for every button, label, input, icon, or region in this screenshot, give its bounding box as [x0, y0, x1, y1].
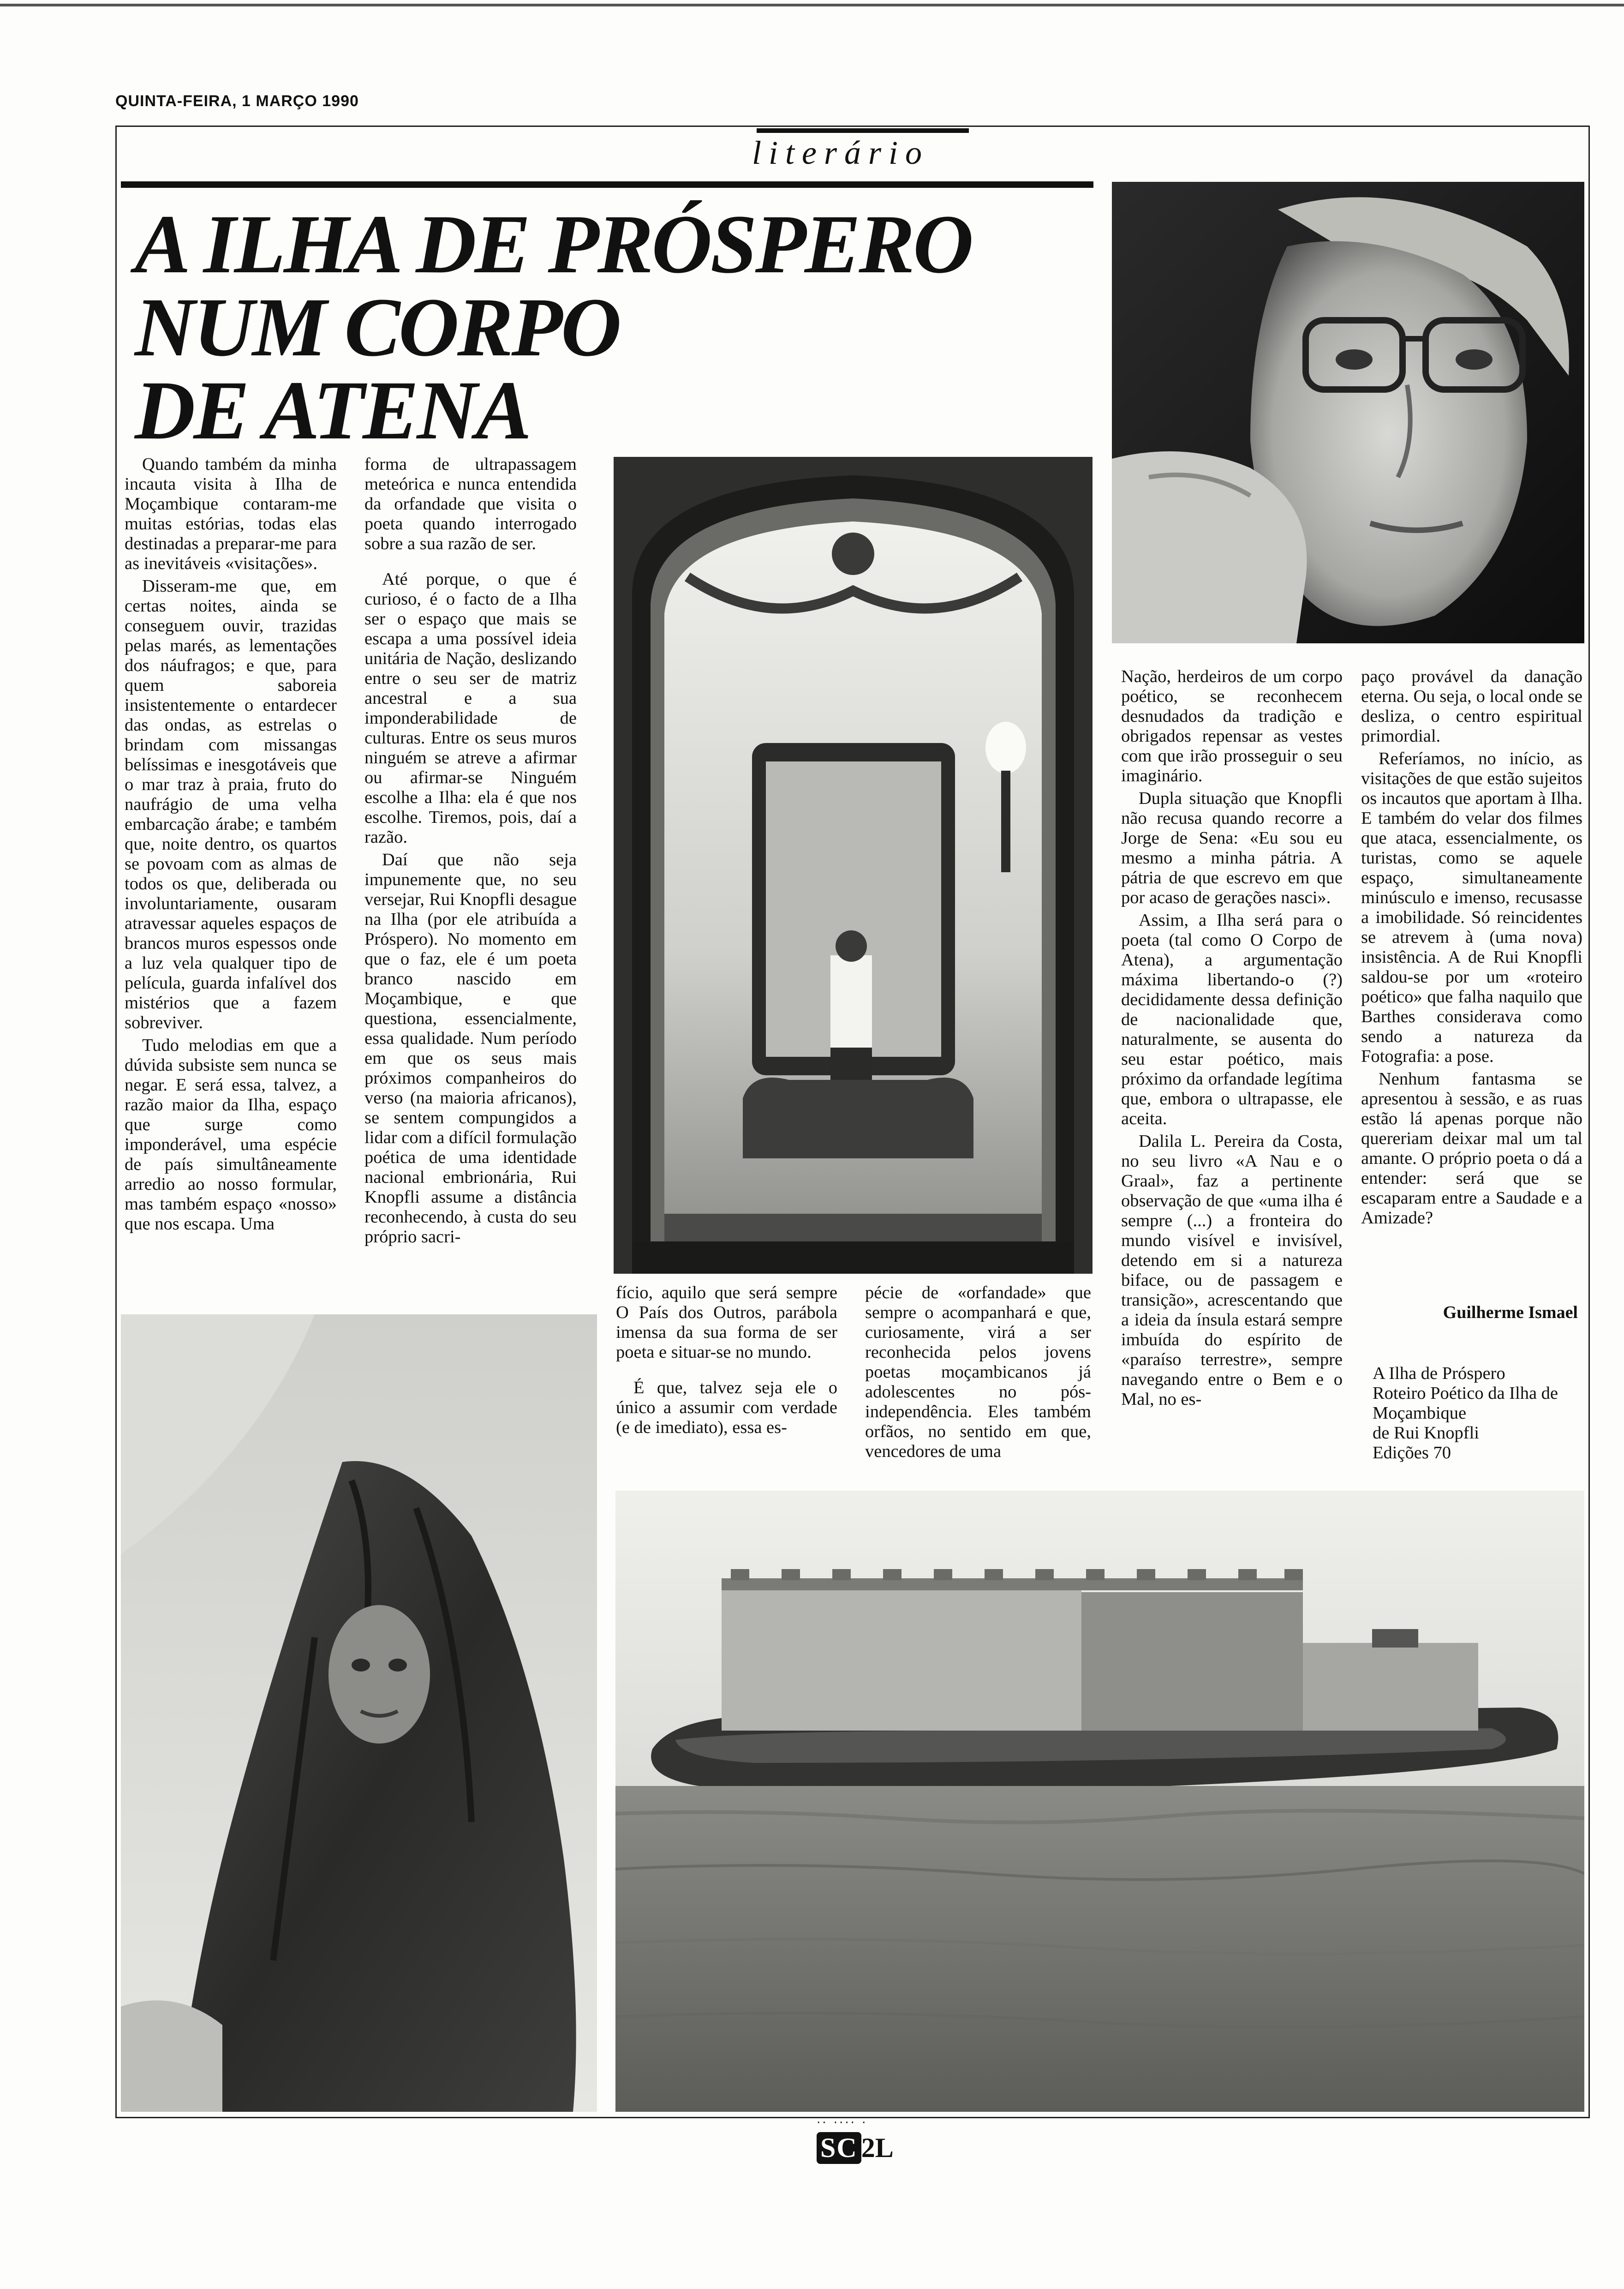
paragraph: Quando também da minha incauta visita à Ilha de Moçambique contaram-me muitas estórias, todas elas destinadas a preparar-me para as inevitáveis «visitações». — [125, 455, 337, 573]
paragraph: paço provável da danação eterna. Ou seja, o local onde se desliza, o centro espiritual primordial. — [1361, 667, 1582, 746]
paragraph: fício, aquilo que será sempre O País dos Outros, parábola imensa da sua forma de ser poeta e situar-se no mundo. — [616, 1283, 837, 1362]
headline — [135, 198, 1057, 457]
paragraph: É que, talvez seja ele o único a assumir com verdade (e de imediato), essa es- — [616, 1378, 837, 1437]
page-top-rule — [0, 4, 1624, 6]
paragraph: Disseram-me que, em certas noites, ainda se conseguem ouvir, trazidas pelas marés, as lementações dos náufragos; e que, para quem saboreia insistentemente o entardecer das ondas, as estrelas o brindam com missangas belíssimas e inesgotáveis que o mar traz à praia, fruto do naufrágio de uma velha embarcação árabe; e também que, noite dentro, os quartos se povoam com as almas de todos os que, deliberada ou involuntariamente, ousaram atravessar aqueles espaços de brancos muros espessos onde a luz vela qualquer tipo de película, guarda infalível dos mistérios que a fazem sobreviver. — [125, 576, 337, 1032]
article-column-6 — [1361, 667, 1582, 1231]
section-tag: literário — [752, 134, 930, 171]
paragraph: Até porque, o que é curioso, é o facto de a Ilha ser o espaço que mais se escapa a uma possível ideia unitária de Nação, deslizando entre o seu ser de matriz ancestral e a sua imponderabilidade de culturas. Entre os seus muros ninguém se atreve a afirmar ou afirmar-se Ninguém escolhe a Ilha: ela é que nos escolhe. Tiremos, pois, daí a razão. — [364, 569, 577, 847]
footer-logo — [817, 2132, 894, 2164]
footer-logo-boxed: SC — [817, 2132, 861, 2164]
paragraph: Assim, a Ilha será para o poeta (tal como O Corpo de Atena), a argumentação máxima libertando-o (?) decididamente dessa definição de nacionalidade que, naturalmente, se ausenta do seu estar poético, mais próximo da orfandade legítima que, embora o ultrapasse, ele aceita. — [1121, 911, 1343, 1128]
paragraph: Nenhum fantasma se apresentou à sessão, e as ruas estão lá apenas porque não quereriam deixar mal um tal amante. O próprio poeta o dá a entender: será que se escaparam entre a Saudade e a Amizade? — [1361, 1069, 1582, 1228]
paragraph: pécie de «orfandade» que sempre o acompanhará e que, curiosamente, virá a ser reconhecida pelos jovens poetas moçambicanos já adolescentes no pós-independência. Eles também orfãos, no sentido em que, vencedores de uma — [865, 1283, 1091, 1461]
paragraph: Dalila L. Pereira da Costa, no seu livro «A Nau e o Graal», faz a pertinente observação de que «uma ilha é sempre (...) a fronteira do mundo visível e invisível, detendo em si a natureza biface, ou de passagem e transição», acrescentando que a ideia da ínsula estará sempre imbuída do espírito de «paraíso terrestre», sempre navegando entre o Bem e o Mal, no es- — [1121, 1132, 1343, 1409]
headline-line-3: DE ATENA — [135, 364, 530, 457]
footer-logo-suffix: 2L — [861, 2133, 894, 2163]
dateline: QUINTA-FEIRA, 1 MARÇO 1990 — [115, 92, 359, 110]
mirror-photo — [614, 457, 1093, 1274]
article-column-4 — [865, 1283, 1091, 1464]
article-column-2 — [364, 455, 577, 1250]
book-title: A Ilha de Próspero — [1373, 1364, 1505, 1383]
book-subtitle: Roteiro Poético da Ilha de Moçambique — [1373, 1384, 1558, 1423]
footer-dots: ·· ···· · — [817, 2116, 868, 2130]
paragraph: forma de ultrapassagem meteórica e nunca entendida da orfandade que visita o poeta quando interrogado sobre a sua razão de ser. — [364, 455, 577, 553]
title-rule — [121, 181, 1093, 188]
book-author: de Rui Knopfli — [1373, 1423, 1479, 1443]
article-column-1 — [125, 455, 337, 1237]
headline-line-1: A ILHA DE PRÓSPERO — [135, 198, 972, 291]
veiled-figure-photo — [121, 1314, 597, 2112]
article-column-3 — [616, 1283, 837, 1440]
paragraph: Referíamos, no início, as visitações de que estão sujeitos os incautos que aportam à Ilha. E também do velar dos filmes que ataca, essencialmente, os turistas, como se aquele espaço, simultaneamente minúsculo e imenso, recusasse a imobilidade. Só reincidentes se atrevem à (uma nova) insistência. A de Rui Knopfli saldou-se por um «roteiro poético» que falha naquilo que Barthes considerava como sendo a natureza da Fotografia: a pose. — [1361, 749, 1582, 1066]
paragraph: Dupla situação que Knopfli não recusa quando recorre a Jorge de Sena: «Eu sou eu mesmo a minha pátria. A pátria de que escrevo em que por acaso de gerações nasci». — [1121, 789, 1343, 907]
article-column-5 — [1121, 667, 1343, 1412]
portrait-photo — [1112, 182, 1584, 643]
byline: Guilherme Ismael — [1443, 1303, 1578, 1322]
fortress-island-photo — [615, 1491, 1584, 2112]
paragraph: Nação, herdeiros de um corpo poético, se reconhecem desnudados da tradição e obrigados repensar as vestes com que irão prosseguir o seu imaginário. — [1121, 667, 1343, 785]
section-bar — [757, 128, 969, 133]
book-info — [1373, 1364, 1585, 1463]
book-publisher: Edições 70 — [1373, 1443, 1451, 1462]
paragraph: Daí que não seja impunemente que, no seu versejar, Rui Knopfli desague na Ilha (por ele atribuída a Próspero). No momento em que o faz, ele é um poeta branco nascido em Moçambique, e que questiona, essencialmente, essa qualidade. Num período em que os seus mais próximos companheiros do verso (na maioria africanos), se sentem compungidos a lidar com a difícil formulação poética de uma identidade nacional embrionária, Rui Knopfli assume a distância reconhecendo, à custa do seu próprio sacri- — [364, 850, 577, 1246]
headline-line-2: NUM CORPO — [135, 281, 620, 374]
paragraph: Tudo melodias em que a dúvida subsiste sem nunca se negar. E será essa, talvez, a razão maior da Ilha, espaço que surge como imponderável, uma espécie de país simultâneamente arredio ao nosso formular, mas também espaço «nosso» que nos escapa. Uma — [125, 1036, 337, 1234]
